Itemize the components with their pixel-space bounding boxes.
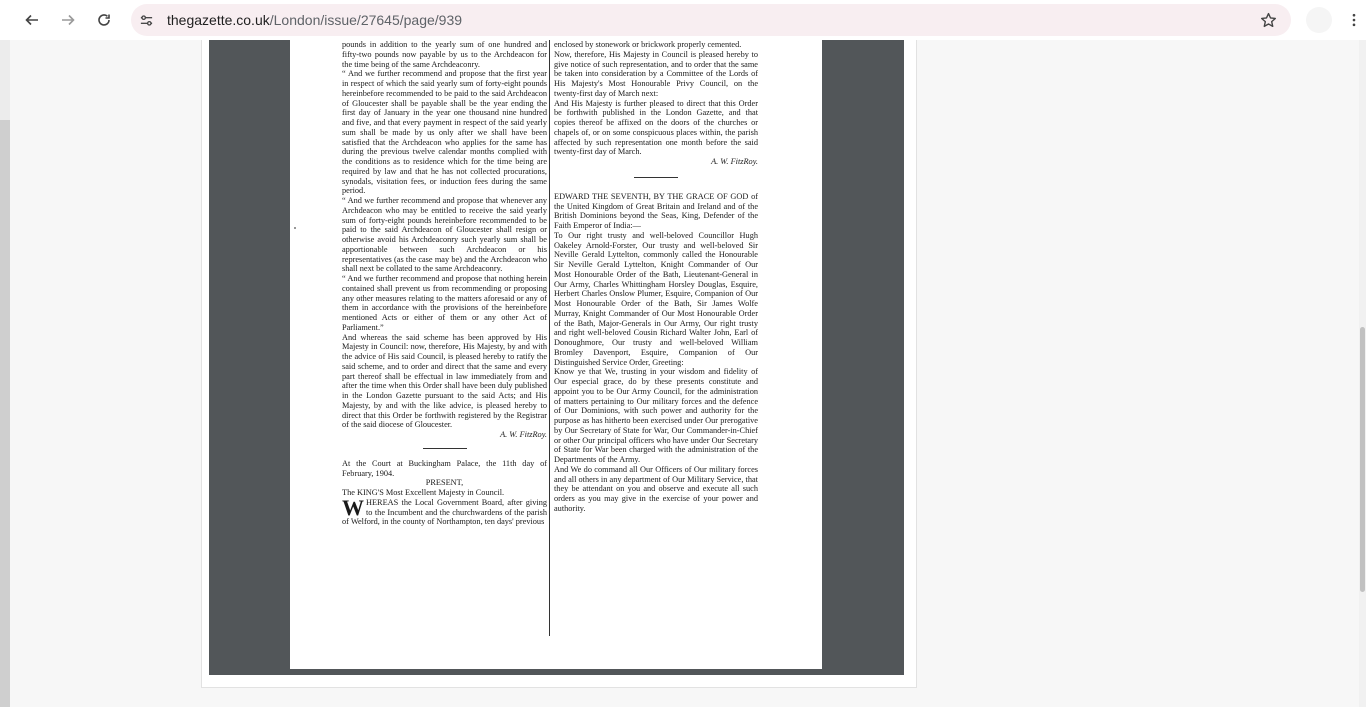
url-text[interactable] bbox=[167, 12, 462, 28]
drop-cap: W bbox=[342, 494, 364, 520]
left-edge bbox=[0, 40, 10, 707]
site-settings-button[interactable] bbox=[136, 10, 156, 30]
gazette-right-column bbox=[554, 40, 758, 514]
paragraph: “ And we further recommend and propose that nothing herein contained shall prevent us from recommending or proposing any other measures relating to the matters aforesaid or any of them in accordance with the provisions of the hereinbefore mentioned Acts or either of them or any other Act of Parliament.” bbox=[342, 274, 547, 332]
paragraph: “ And we further recommend and propose that the first year in respect of which the said yearly sum of forty-eight pounds hereinbefore recommended to be paid to the said Archdeacon of Gloucester shall be payable shall be the year ending the first day of January in the year one thousand nine hundred and five, and that every payment in respect of the said yearly sum shall be made by us only after we shall have been satisfied that the Archdeacon who applies for the same has during the previous twelve calendar months complied with the conditions as to residence which for the time being are required by law and that he has not collected procurations, synodals, visitation fees, or induction fees during the same period. bbox=[342, 69, 547, 196]
paragraph: To Our right trusty and well-beloved Councillor Hugh Oakeley Arnold-Forster, Our trusty and well-beloved Sir Neville Gerald Lyttelton, commonly called the Honourable Sir Neville Gerald Lyttelton, Knight Commander of Our Most Honourable Order of the Bath, Lieutenant-General in Our Army, Charles Whittingham Horsley Douglas, Esquire, Herbert Charles Onslow Plumer, Esquire, Companion of Our Most Honourable Order of the Bath, Sir James Wolfe Murray, Knight Commander of Our Most Honourable Order of the Bath, Major-Generals in Our Army, Our right trusty and right well-beloved Cousin Richard Walter John, Earl of Donoughmore, Our trusty and well-beloved William Bromley Davenport, Esquire, Companion of Our Distinguished Service Order, Greeting: bbox=[554, 230, 758, 367]
gazette-page bbox=[290, 40, 822, 669]
paragraph: pounds in addition to the yearly sum of one hundred and fifty-two pounds now payable by us to the Archdeacon for the time being of the same Archdeaconry. bbox=[342, 40, 547, 69]
kings-line: The KING'S Most Excellent Majesty in Council. bbox=[342, 488, 505, 497]
paragraph: And We do command all Our Officers of Our military forces and all others in any department of Our Military Service, that they be attendant on you and observe and execute all such orders as you may give in the exercise of your power and authority. bbox=[554, 464, 758, 513]
left-edge-shade bbox=[0, 120, 10, 707]
menu-kebab-icon bbox=[1352, 13, 1356, 27]
royal-heading: EDWARD THE SEVENTH, BY THE GRACE OF GOD of the United Kingdom of Great Britain and Ireland and of the British Dominions beyond the Seas, King, Defender of the Faith Emperor of India:— bbox=[554, 191, 758, 230]
url-host: thegazette.co.uk bbox=[167, 12, 270, 28]
column-divider bbox=[549, 40, 550, 636]
paragraph: And whereas the said scheme has been approved by His Majesty in Council: now, therefore, His Majesty, by and with the advice of His said Council, is pleased hereby to ratify the said scheme, and to order and direct that the same and every part thereof shall be effectual in law immediately from and after the time when this Order shall have been duly published in the London Gazette pursuant to the said Acts; and His Majesty, by and with the like advice, is pleased hereby to direct that this Order be forthwith registered by the Registrar of the said diocese of Gloucester. bbox=[342, 332, 547, 430]
paragraph: Now, therefore, His Majesty in Council is pleased hereby to give notice of such representation, and to order that the same be taken into consideration by a Committee of the Lords of His Majesty's Most Honourable Privy Council, on the twenty-first day of March next: bbox=[554, 49, 758, 98]
whereas-paragraph bbox=[342, 494, 547, 527]
whereas-text: HEREAS the Local Government Board, after giving to the Incumbent and the churchwardens of the parish of Welford, in the county of Northampton, ten days' previous bbox=[342, 497, 547, 527]
forward-icon bbox=[60, 12, 76, 28]
bookmark-button[interactable] bbox=[1258, 10, 1278, 30]
present-heading: PRESENT, bbox=[425, 478, 464, 488]
back-button[interactable] bbox=[19, 7, 45, 33]
url-path: /London/issue/27645/page/939 bbox=[269, 12, 463, 28]
bookmark-star-icon bbox=[1260, 12, 1277, 29]
paragraph: enclosed by stonework or brickwork properly cemented. bbox=[554, 40, 742, 49]
section-rule bbox=[423, 448, 467, 449]
signature: A. W. FitzRoy. bbox=[500, 430, 547, 439]
paragraph: Know ye that We, trusting in your wisdom and fidelity of Our especial grace, do by these presents constitute and appoint you to be Our Army Council, for the administration of matters pertaining to Our military forces and the defence of Our Dominions, with such power and authority for the purpose as has hitherto been exercised under Our prerogative by Our Secretary of State for War, Our Commander-in-Chief or other Our principal officers who have under Our Secretary of State for War been charged with the administration of the Departments of the Army. bbox=[554, 367, 758, 464]
browser-menu-button[interactable] bbox=[1346, 10, 1362, 30]
forward-button[interactable] bbox=[55, 7, 81, 33]
browser-toolbar bbox=[0, 0, 1366, 40]
paragraph: And His Majesty is further pleased to direct that this Order be forthwith published in the London Gazette, and that copies thereof be affixed on the doors of the churches or chapels of, or on some conspicuous places within, the parish affected by such representation one month before the said twenty-first day of March. bbox=[554, 98, 758, 157]
paragraph: “ And we further recommend and propose that whenever any Archdeacon who may be entitled to receive the said yearly sum of forty-eight pounds hereinbefore recommended to be paid to the said Archdeacon of Gloucester shall resign or otherwise avoid his Archdeaconry such yearly sum shall be apportionable between such Archdeacon or his representatives (as the case may be) and the Archdeacon who shall next be collated to the same Archdeaconry. bbox=[342, 196, 547, 274]
court-line: At the Court at Buckingham Palace, the 11th day of February, 1904. bbox=[342, 458, 547, 478]
signature: A. W. FitzRoy. bbox=[711, 157, 758, 166]
print-speck bbox=[294, 227, 296, 229]
profile-avatar[interactable] bbox=[1306, 7, 1332, 33]
gazette-left-column bbox=[342, 40, 547, 527]
section-rule bbox=[634, 177, 678, 178]
reload-button[interactable] bbox=[91, 7, 117, 33]
reload-icon bbox=[96, 12, 112, 28]
back-icon bbox=[24, 12, 40, 28]
scrollbar-thumb[interactable] bbox=[1360, 327, 1365, 592]
site-settings-icon bbox=[139, 13, 154, 28]
